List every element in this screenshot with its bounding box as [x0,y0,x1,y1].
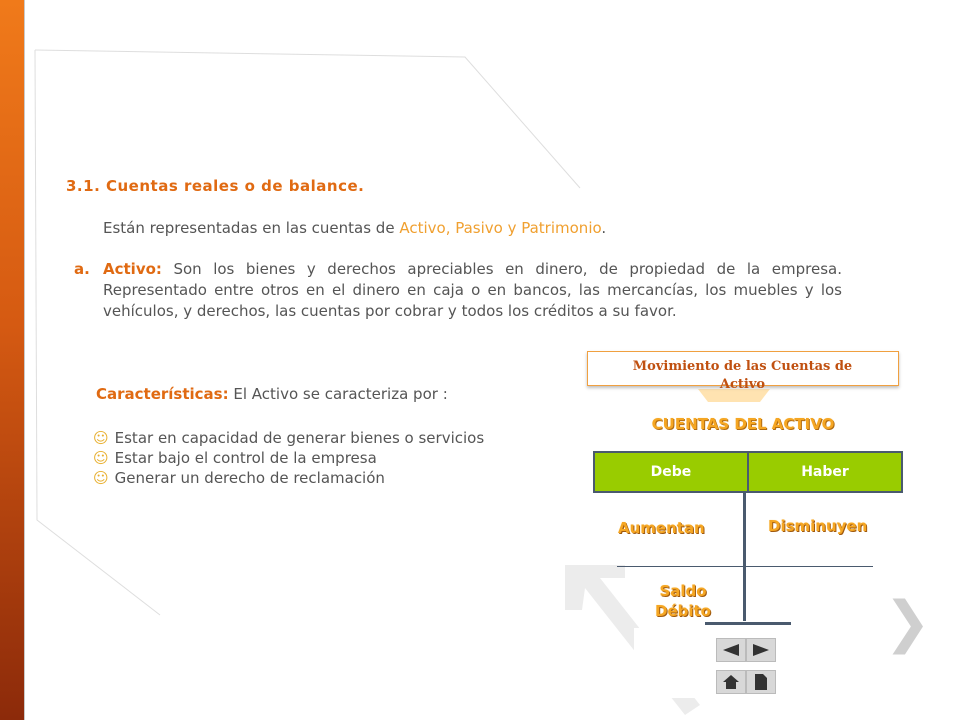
page-icon[interactable] [746,670,776,694]
activo-paragraph [103,259,842,322]
caracteristicas-text: El Activo se caracteriza por : [233,385,448,403]
smiley-icon: ☺ [93,429,109,447]
list-item [93,468,484,488]
saldo-debito-label [648,581,718,621]
list-item [93,428,484,448]
t-account-divider [743,491,746,621]
haber-label: Haber [801,464,849,480]
smiley-icon: ☺ [93,449,109,467]
intro-suffix: . [601,219,607,237]
navigation-panel [634,628,791,698]
movimiento-title: Movimiento de las Cuentas de Activo [632,359,853,392]
debito-line: Débito [655,602,711,620]
t-account-total-line [617,566,873,567]
cuentas-activo-title: CUENTAS DEL ACTIVO [651,415,835,433]
activo-definition [74,259,842,322]
disminuyen-label: Disminuyen [768,517,868,535]
caracteristicas-list [93,428,484,488]
caracteristicas-term: Características: [96,385,229,403]
list-marker: a. [74,260,90,278]
section-title: 3.1. Cuentas reales o de balance. [66,177,365,195]
intro-text [103,219,606,237]
aumentan-label: Aumentan [618,519,705,537]
arrow-right-icon[interactable] [746,638,776,662]
t-account-header [593,451,903,493]
intro-prefix: Están representadas en las cuentas de [103,219,395,237]
list-item-text: Generar un derecho de reclamación [114,469,385,487]
list-item-text: Estar bajo el control de la empresa [114,449,377,467]
t-account-base-line [705,622,791,625]
list-item-text: Estar en capacidad de generar bienes o servicios [114,429,485,447]
saldo-line: Saldo [659,582,707,600]
debe-label: Debe [595,453,749,491]
activo-term: Activo: [103,260,162,278]
chevron-right-icon[interactable]: ❯ [884,590,931,655]
activo-text: Son los bienes y derechos apreciables en dinero, de propiedad de la empresa. Representado entre otros en el dinero en caja o en bancos, las mercancías, los muebles y los vehículos, y derechos, las cuentas por cobrar y todos los créditos a su favor. [103,260,842,320]
list-item [93,448,484,468]
smiley-icon: ☺ [93,469,109,487]
arrow-left-icon[interactable] [716,638,746,662]
home-icon[interactable] [716,670,746,694]
caracteristicas-heading [96,385,448,403]
intro-highlight: Activo, Pasivo y Patrimonio [399,219,602,237]
